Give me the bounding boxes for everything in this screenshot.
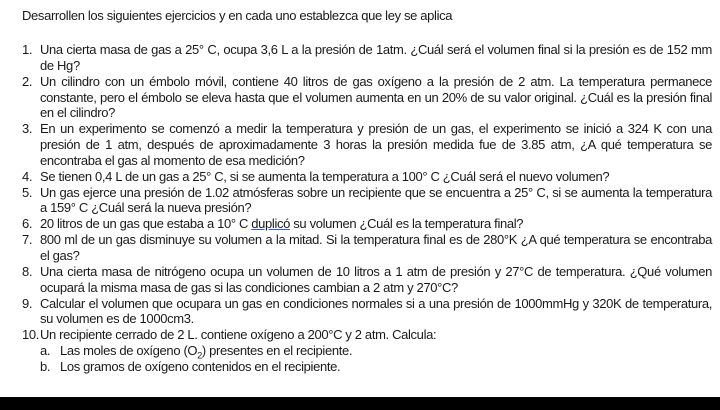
subitem-letter: b. [40,358,51,374]
item-number: 2. [22,73,33,89]
item-number: 3. [22,121,33,137]
exercise-item [22,296,712,328]
item-text: Un cilindro con un émbolo móvil, contiene 40 litros de gas oxígeno a la presión de 2 atm. La temperatura permanece constante, pero el émbolo se eleva hasta que el volumen aumenta en un 20% de su valor original. ¿Cuál es la presión final en el cilindro? [40,73,712,121]
exercise-subitem [22,343,712,359]
item-number: 10. [22,327,40,343]
exercise-item [22,74,712,122]
exercise-item [22,169,712,185]
item-number: 1. [22,42,33,57]
subitem-text: Los gramos de oxígeno contenidos en el recipiente. [60,358,341,374]
subitem-text: ) presentes en el recipiente. [201,343,353,359]
exercise-subitem [22,359,712,375]
exercise-item [22,264,712,296]
item-number: 5. [22,184,33,200]
subitem-letter: a. [40,343,51,359]
exercise-item [22,185,712,217]
item-number: 8. [22,263,33,279]
item-text: Un gas ejerce una presión de 1.02 atmósferas sobre un recipiente que se encuentra a 25° C, si se aumenta la temperatura a 159° C ¿Cuál será la nueva presión? [40,184,712,216]
bottom-black-bar [0,397,720,410]
exercise-item [22,42,712,74]
item-number: 7. [22,232,33,248]
exercise-item [22,121,712,169]
item-text: su volumen ¿Cuál es la temperatura final? [290,216,524,232]
item-text: Una cierta masa de nitrógeno ocupa un volumen de 10 litros a 1 atm de presión y 27°C de temperatura. ¿Qué volumen ocupará la misma masa de gas si las condiciones cambian a 2 atm y 270°C? [40,263,712,295]
exercise-item [22,216,712,232]
exercise-list [22,42,712,375]
item-text: 800 ml de un gas disminuye su volumen a la mitad. Si la temperatura final es de 280°K ¿A qué temperatura se encontraba el gas? [40,232,712,263]
subitem-text: Las moles de oxígeno (O [60,343,198,359]
instructions-heading: Desarrollen los siguientes ejercicios y en cada uno establezca que ley se aplica [22,8,453,23]
item-number: 9. [22,295,33,311]
item-text: Calcular el volumen que ocupara un gas en condiciones normales si a una presión de 1000mmHg y 320K de temperatura, su volumen es de 1000cm3. [40,295,712,327]
item-text: 20 litros de un gas que estaba a 10° C [40,216,252,232]
item-text: Una cierta masa de gas a 25° C, ocupa 3,6 L a la presión de 1atm. ¿Cuál será el volumen final si la presión es de 152 mm de Hg? [40,42,712,73]
item-number: 4. [22,168,33,184]
item-number: 6. [22,216,33,232]
item-text: Se tienen 0,4 L de un gas a 25° C, si se aumenta la temperatura a 100° C ¿Cuál será el nuevo volumen? [40,168,610,184]
item-text: Un recipiente cerrado de 2 L. contiene oxígeno a 200°C y 2 atm. Calcula: [40,327,437,343]
subscript: 2 [197,350,202,361]
item-text: En un experimento se comenzó a medir la temperatura y presión de un gas, el experimento se inició a 324 K con una presión de 1 atm, después de aproximadamente 3 horas la presión medida fue de 3.85 atm, ¿A qué temperatura se encontraba el gas al momento de esa medición? [40,121,712,168]
exercise-item [22,327,712,343]
spellcheck-flagged-word[interactable]: duplicó [251,216,291,232]
exercise-item [22,232,712,264]
